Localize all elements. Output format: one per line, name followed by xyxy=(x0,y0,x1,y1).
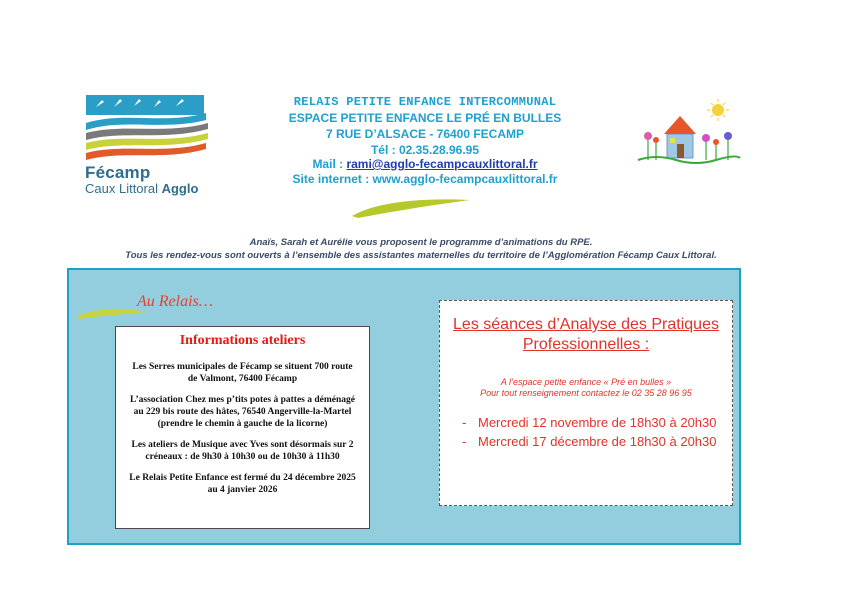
logo-waves-icon xyxy=(84,93,212,165)
ateliers-paragraph: L’association Chez mes p’tits potes à pattes a déménagé au 229 bis route des hâtes, 76540 Angerville-la-Martel (prendre le chemin à gauche de la licorne) xyxy=(130,395,355,429)
logo-name: Fécamp xyxy=(85,163,151,182)
analyse-place: A l’espace petite enfance « Pré en bulles » xyxy=(500,377,672,387)
ateliers-info-box xyxy=(115,326,370,529)
analyse-date-list xyxy=(452,413,720,451)
header-address: 7 RUE D’ALSACE - 76400 FECAMP xyxy=(325,127,525,141)
logo-subtitle xyxy=(85,181,198,196)
analyse-box xyxy=(439,300,733,506)
intro-line-2: Tous les rendez-vous sont ouverts à l’ensemble des assistantes maternelles du territoire de l’Agglomération Fécamp Caux Littoral. xyxy=(125,250,717,261)
logo-subtitle-b: Agglo xyxy=(161,181,199,196)
analyse-date-item: - Mercredi 17 décembre de 18h30 à 20h30 xyxy=(478,432,720,451)
ateliers-title: Informations ateliers xyxy=(179,333,306,348)
relais-heading: Au Relais… xyxy=(137,293,213,310)
mail-label: Mail : xyxy=(312,157,347,171)
ateliers-paragraph: Les Serres municipales de Fécamp se situent 700 route de Valmont, 76400 Fécamp xyxy=(132,362,353,384)
green-swoosh-icon xyxy=(350,196,472,220)
analyse-contact: Pour tout renseignement contactez le 02 35 28 96 95 xyxy=(480,388,692,398)
analyse-title: Les séances d’Analyse des Pratiques Professionnelles : xyxy=(453,316,719,353)
ateliers-paragraph: Le Relais Petite Enfance est fermé du 24 décembre 2025 au 4 janvier 2026 xyxy=(129,473,356,495)
child-drawing-house-icon xyxy=(636,98,742,166)
analyse-date-item: - Mercredi 12 novembre de 18h30 à 20h30 xyxy=(478,413,720,432)
header-phone: Tél : 02.35.28.96.95 xyxy=(370,143,480,157)
ateliers-paragraph: Les ateliers de Musique avec Yves sont désormais sur 2 créneaux : de 9h30 à 10h30 ou de 10h30 à 11h30 xyxy=(131,440,354,462)
analyse-info xyxy=(452,377,720,399)
intro-line-1: Anaïs, Sarah et Aurélie vous proposent le programme d’animations du RPE. xyxy=(249,237,593,248)
mail-link[interactable]: rami@agglo-fecampcauxlittoral.fr xyxy=(346,157,538,171)
header-space-name: ESPACE PETITE ENFANCE LE PRÉ EN BULLES xyxy=(288,111,562,125)
header-title: RELAIS PETITE ENFANCE INTERCOMMUNAL xyxy=(293,95,557,109)
header-mail xyxy=(250,157,600,171)
logo-subtitle-a: Caux Littoral xyxy=(85,181,162,196)
header-website[interactable]: Site internet : www.agglo-fecampcauxlittoral.fr xyxy=(292,172,558,186)
